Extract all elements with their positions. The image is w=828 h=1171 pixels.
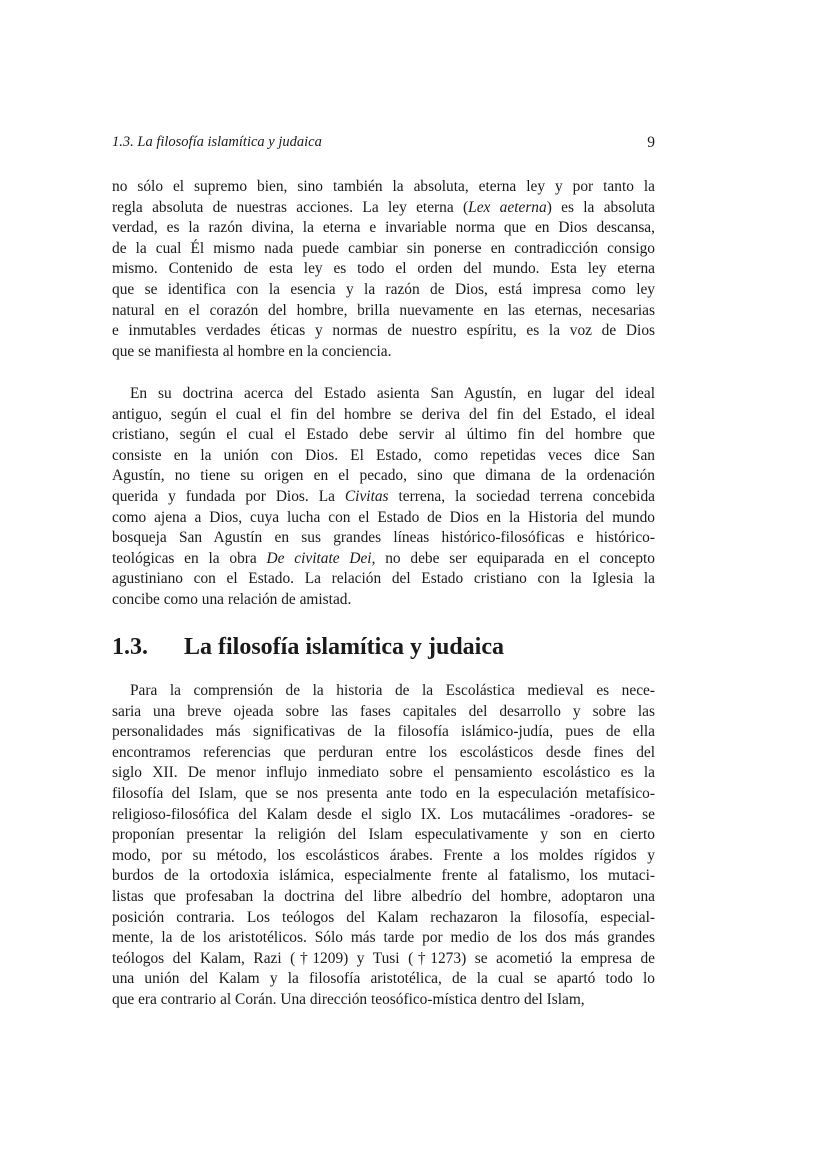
paragraph-filosofia-islamica xyxy=(112,681,655,1011)
text-segment: querida y fundada por Dios. La xyxy=(112,487,345,505)
text-line xyxy=(112,784,655,805)
text-line xyxy=(112,805,655,826)
text-line xyxy=(112,743,655,764)
paragraph-estado xyxy=(112,384,655,611)
section-title: La filosofía islamítica y judaica xyxy=(184,634,504,660)
text-segment: Agustín, no tiene su origen en el pecado, sino que dimana de la ordenación xyxy=(112,467,655,485)
text-segment: concibe como una relación de amistad. xyxy=(112,590,352,608)
text-segment: teológicas en la obra xyxy=(112,549,267,567)
text-segment: regla absoluta de nuestras acciones. La ley eterna ( xyxy=(112,198,469,216)
text-segment: , no debe ser equiparada en el concepto xyxy=(371,549,655,567)
text-line xyxy=(112,528,655,549)
text-line xyxy=(112,177,655,198)
text-line xyxy=(112,549,655,570)
text-segment: Para la comprensión de la historia de la Escolástica medieval es nece- xyxy=(130,682,655,699)
text-segment: que se identifica con la esencia y la razón de Dios, está impresa como ley xyxy=(112,280,655,298)
text-segment: mente, la de los aristotélicos. Sólo más tarde por medio de los dos más grandes xyxy=(112,929,655,947)
text-line xyxy=(112,466,655,487)
text-line xyxy=(112,681,655,702)
text-line xyxy=(112,321,655,342)
text-segment: que se manifiesta al hombre en la conciencia. xyxy=(112,342,392,360)
text-line xyxy=(112,280,655,301)
text-segment: En su doctrina acerca del Estado asienta San Agustín, en lugar del ideal xyxy=(130,385,655,402)
text-line xyxy=(112,702,655,723)
text-segment: encontramos referencias que perduran entre los escolásticos desde fines del xyxy=(112,743,655,761)
text-segment: natural en el corazón del hombre, brilla nuevamente en las eternas, necesarias xyxy=(112,301,655,319)
text-segment: consiste en la unión con Dios. El Estado, como repetidas veces dice San xyxy=(112,446,655,464)
paragraph-ley-eterna xyxy=(112,177,655,362)
text-line xyxy=(112,198,655,219)
text-line xyxy=(112,908,655,929)
text-segment: modo, por su método, los escolásticos árabes. Frente a los moldes rígidos y xyxy=(112,846,655,864)
text-line xyxy=(112,569,655,590)
text-line xyxy=(112,425,655,446)
text-line xyxy=(112,259,655,280)
text-line xyxy=(112,846,655,867)
text-line xyxy=(112,487,655,508)
text-segment: religioso-filosófica del Kalam desde el siglo IX. Los mutacálimes -oradores- se xyxy=(112,805,655,823)
running-head xyxy=(112,134,655,151)
text-segment: una unión del Kalam y la filosofía aristotélica, de la cual se apartó todo lo xyxy=(112,970,655,988)
text-segment: agustiniano con el Estado. La relación del Estado cristiano con la Iglesia la xyxy=(112,570,655,588)
text-line xyxy=(112,990,655,1011)
text-segment: bosqueja San Agustín en sus grandes líneas histórico-filosóficas e histórico- xyxy=(112,529,655,547)
text-line xyxy=(112,825,655,846)
text-line xyxy=(112,384,655,405)
text-line xyxy=(112,763,655,784)
section-heading xyxy=(112,634,504,661)
text-segment: teólogos del Kalam, Razi (†1209) y Tusi (†1273) se acometió la empresa de xyxy=(112,949,655,967)
text-segment: ) es la absoluta xyxy=(546,198,655,216)
text-segment: personalidades más significativas de la filosofía islámico-judía, pues de ella xyxy=(112,723,655,741)
text-line xyxy=(112,218,655,239)
text-segment: siglo XII. De menor influjo inmediato sobre el pensamiento escolástico es la xyxy=(112,764,655,782)
text-segment: listas que profesaban la doctrina del libre albedrío del hombre, adoptaron una xyxy=(112,887,655,905)
text-segment: cristiano, según el cual el Estado debe servir al último fin del hombre que xyxy=(112,426,655,444)
text-segment: de la cual Él mismo nada puede cambiar sin ponerse en contradicción consigo xyxy=(112,239,655,257)
text-line xyxy=(112,342,655,363)
section-number: 1.3. xyxy=(112,634,148,660)
italic-term: De civitate Dei xyxy=(266,549,372,567)
text-line xyxy=(112,969,655,990)
italic-term: Civitas xyxy=(344,487,389,505)
text-segment: antiguo, según el cual el fin del hombre se deriva del fin del Estado, el ideal xyxy=(112,405,655,423)
text-line xyxy=(112,405,655,426)
text-segment: mismo. Contenido de esta ley es todo el orden del mundo. Esta ley eterna xyxy=(112,260,655,278)
text-line xyxy=(112,949,655,970)
text-segment: proponían presentar la religión del Islam especulativamente y son en cierto xyxy=(112,826,655,844)
text-line xyxy=(112,508,655,529)
text-segment: e inmutables verdades éticas y normas de nuestro espíritu, es la voz de Dios xyxy=(112,322,655,340)
text-line xyxy=(112,866,655,887)
text-segment: filosofía del Islam, que se nos presenta ante todo en la especulación metafísico- xyxy=(112,784,655,802)
text-segment: como ajena a Dios, cuya lucha con el Estado de Dios en la Historia del mundo xyxy=(112,508,655,526)
text-line xyxy=(112,887,655,908)
text-segment: verdad, es la razón divina, la eterna e invariable norma que en Dios descansa, xyxy=(112,219,655,237)
text-line xyxy=(112,446,655,467)
italic-term: Lex aeterna xyxy=(468,198,547,216)
text-segment: terrena, la sociedad terrena concebida xyxy=(388,487,655,505)
text-line xyxy=(112,928,655,949)
text-segment: posición contraria. Los teólogos del Kalam rechazaron la filosofía, especial- xyxy=(112,908,655,926)
text-segment: no sólo el supremo bien, sino también la absoluta, eterna ley y por tanto la xyxy=(112,178,655,195)
page-number: 9 xyxy=(647,134,655,151)
text-line xyxy=(112,722,655,743)
text-segment: burdos de la ortodoxia islámica, especialmente frente al fatalismo, los mutaci- xyxy=(112,867,655,885)
running-head-title: 1.3. La filosofía islamítica y judaica xyxy=(112,134,322,150)
text-segment: saria una breve ojeada sobre las fases capitales del desarrollo y sobre las xyxy=(112,702,655,720)
text-segment: que era contrario al Corán. Una dirección teosófico-mística dentro del Islam, xyxy=(112,990,585,1008)
text-line xyxy=(112,590,655,611)
text-line xyxy=(112,239,655,260)
text-line xyxy=(112,301,655,322)
